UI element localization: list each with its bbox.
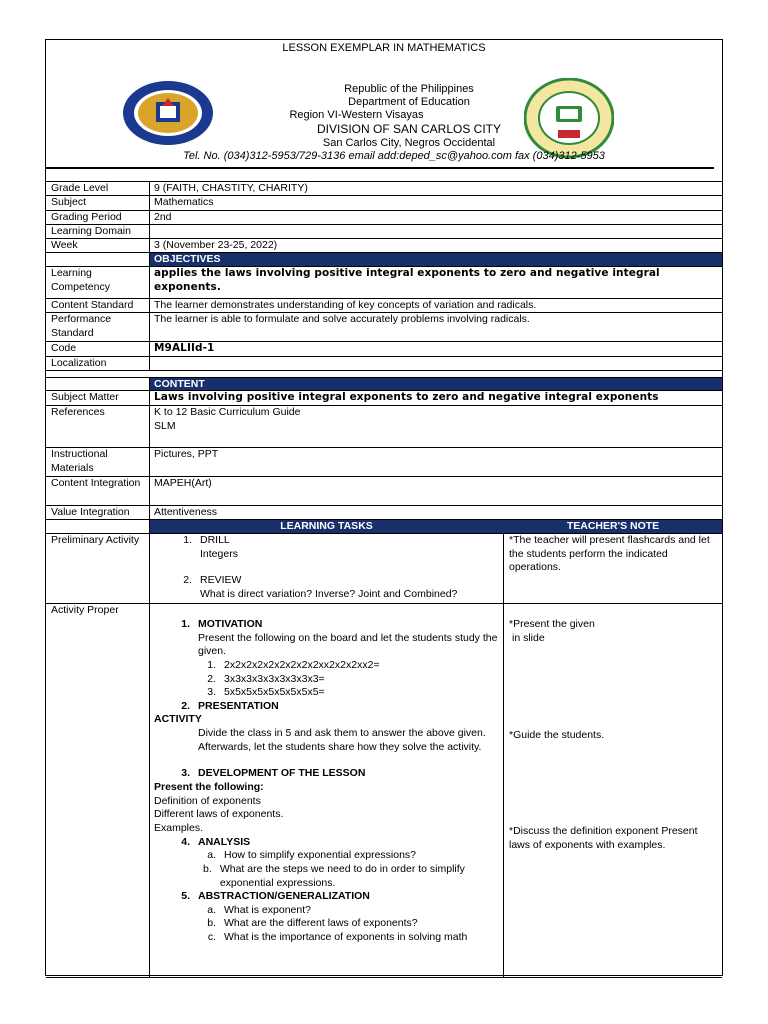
value-integration-value: Attentiveness — [154, 506, 218, 518]
week-value: 3 (November 23-25, 2022) — [154, 239, 278, 251]
learning-tasks-band — [46, 520, 722, 534]
motivation-item-2: 2. 3x3x3x3x3x3x3x3x3= — [207, 672, 325, 685]
republic-line: Republic of the Philippines — [344, 83, 474, 95]
learning-tasks-heading: LEARNING TASKS — [150, 520, 504, 533]
drill-item: 1. DRILL — [183, 534, 230, 546]
development-item-3: Examples. — [154, 821, 204, 834]
lesson-table — [46, 181, 722, 978]
code-label: Code — [46, 342, 150, 356]
performance-standard-row — [46, 313, 722, 342]
presentation-heading: 2. PRESENTATION — [181, 699, 279, 712]
content-band — [46, 377, 722, 391]
review-sub: What is direct variation? Inverse? Joint and Combined? — [200, 587, 458, 600]
learning-domain-row — [46, 225, 722, 239]
competency-row — [46, 267, 722, 299]
code-row — [46, 342, 722, 357]
objectives-band — [46, 253, 722, 267]
activity-text-2: Afterwards, let the students share how they solve the activity. — [198, 740, 482, 753]
grading-period-label: Grading Period — [46, 211, 150, 224]
motivation-note-1: *Present the given — [509, 618, 595, 630]
generalization-item-a: a. What is exponent? — [207, 903, 311, 916]
instructional-materials-label: Instructional Materials — [46, 448, 150, 476]
contact-line: Tel. No. (034)312-5953/729-3136 email add:deped_sc@yahoo.com fax (034)312-5953 — [183, 150, 605, 162]
preliminary-teacher-note: *The teacher will present flashcards and let the students perform the indicated operations. — [509, 534, 710, 574]
grade-level-value: 9 (FAITH, CHASTITY, CHARITY) — [154, 182, 308, 194]
localization-value — [150, 357, 722, 370]
value-integration-row — [46, 506, 722, 520]
subject-label: Subject — [46, 196, 150, 210]
content-integration-value: MAPEH(Art) — [154, 477, 212, 489]
references-label: References — [46, 406, 150, 447]
content-heading: CONTENT — [154, 378, 205, 390]
subject-value: Mathematics — [154, 196, 214, 208]
content-integration-label: Content Integration — [46, 477, 150, 505]
content-standard-row — [46, 299, 722, 313]
address-line: San Carlos City, Negros Occidental — [322, 137, 496, 149]
teachers-note-heading: TEACHER'S NOTE — [566, 520, 660, 532]
competency-label: Learning Competency — [46, 267, 150, 298]
content-integration-row — [46, 477, 722, 506]
value-integration-label: Value Integration — [46, 506, 150, 519]
activity-proper-row — [46, 604, 722, 978]
generalization-item-c: c. What is the importance of exponents in solving math — [207, 931, 468, 944]
grading-period-value: 2nd — [154, 211, 172, 223]
performance-standard-label: Performance Standard — [46, 313, 150, 341]
lesson-exemplar-page — [45, 39, 723, 976]
performance-standard-value: The learner is able to formulate and solve accurately problems involving radicals. — [154, 313, 530, 325]
week-row — [46, 239, 722, 253]
preliminary-activity-row — [46, 534, 722, 604]
development-item-1: Definition of exponents — [154, 794, 261, 807]
week-label: Week — [46, 239, 150, 252]
code-value: M9ALIId-1 — [154, 342, 215, 354]
learning-domain-value — [150, 225, 722, 238]
subject-row — [46, 196, 722, 211]
motivation-heading: 1. MOTIVATION — [181, 618, 263, 630]
subject-matter-value: Laws involving positive integral exponents to zero and negative integral exponents — [154, 391, 659, 403]
present-following: Present the following: — [154, 781, 264, 794]
abstraction-heading: 5. ABSTRACTION/GENERALIZATION — [181, 890, 370, 903]
reference-curriculum-guide: K to 12 Basic Curriculum Guide — [154, 406, 301, 418]
generalization-item-b: b. What are the different laws of exponents? — [207, 917, 418, 930]
development-item-2: Different laws of exponents. — [154, 808, 284, 821]
drill-sub: Integers — [200, 547, 238, 560]
subject-matter-row — [46, 391, 722, 406]
development-teacher-note: *Discuss the definition exponent Present laws of exponents with examples. — [509, 824, 698, 851]
instructional-materials-value: Pictures, PPT — [154, 448, 219, 460]
review-item: 2. REVIEW — [183, 574, 242, 587]
content-standard-value: The learner demonstrates understanding of key concepts of variation and radicals. — [154, 299, 537, 311]
activity-teacher-note: *Guide the students. — [509, 729, 605, 742]
motivation-text: Present the following on the board and let the students study the given. — [198, 631, 498, 658]
region-line: Region VI-Western Visayas — [289, 109, 424, 121]
competency-value: applies the laws involving positive integral exponents to zero and negative integral exponents. — [154, 267, 660, 293]
learning-domain-label: Learning Domain — [46, 225, 150, 238]
analysis-item-a: a. How to simplify exponential expressions? — [207, 849, 417, 862]
grading-period-row — [46, 211, 722, 225]
objectives-heading: OBJECTIVES — [154, 253, 221, 265]
activity-text-1: Divide the class in 5 and ask them to answer the above given. — [198, 727, 486, 740]
subject-matter-label: Subject Matter — [46, 391, 150, 405]
localization-row — [46, 357, 722, 371]
references-row — [46, 406, 722, 448]
division-line: DIVISION OF SAN CARLOS CITY — [316, 122, 502, 136]
grade-level-row — [46, 182, 722, 196]
development-heading: 3. DEVELOPMENT OF THE LESSON — [181, 767, 366, 780]
preliminary-activity-label: Preliminary Activity — [46, 534, 150, 603]
reference-slm: SLM — [154, 419, 176, 432]
document-title: LESSON EXEMPLAR IN MATHEMATICS — [282, 42, 486, 54]
content-standard-label: Content Standard — [46, 299, 150, 312]
header-divider — [46, 167, 714, 169]
motivation-note-2: in slide — [512, 631, 545, 644]
localization-label: Localization — [46, 357, 150, 370]
analysis-heading: 4. ANALYSIS — [181, 835, 251, 848]
analysis-item-b: b. What are the steps we need to do in order to simplify exponential expressions. — [203, 862, 465, 889]
activity-proper-label: Activity Proper — [46, 604, 150, 977]
activity-heading: ACTIVITY — [154, 713, 202, 726]
grade-level-label: Grade Level — [46, 182, 150, 195]
instructional-materials-row — [46, 448, 722, 477]
motivation-item-1: 1. 2x2x2x2x2x2x2x2x2xx2x2x2xx2= — [207, 658, 380, 671]
department-line: Department of Education — [348, 96, 470, 108]
motivation-item-3: 3. 5x5x5x5x5x5x5x5x5= — [207, 686, 325, 699]
